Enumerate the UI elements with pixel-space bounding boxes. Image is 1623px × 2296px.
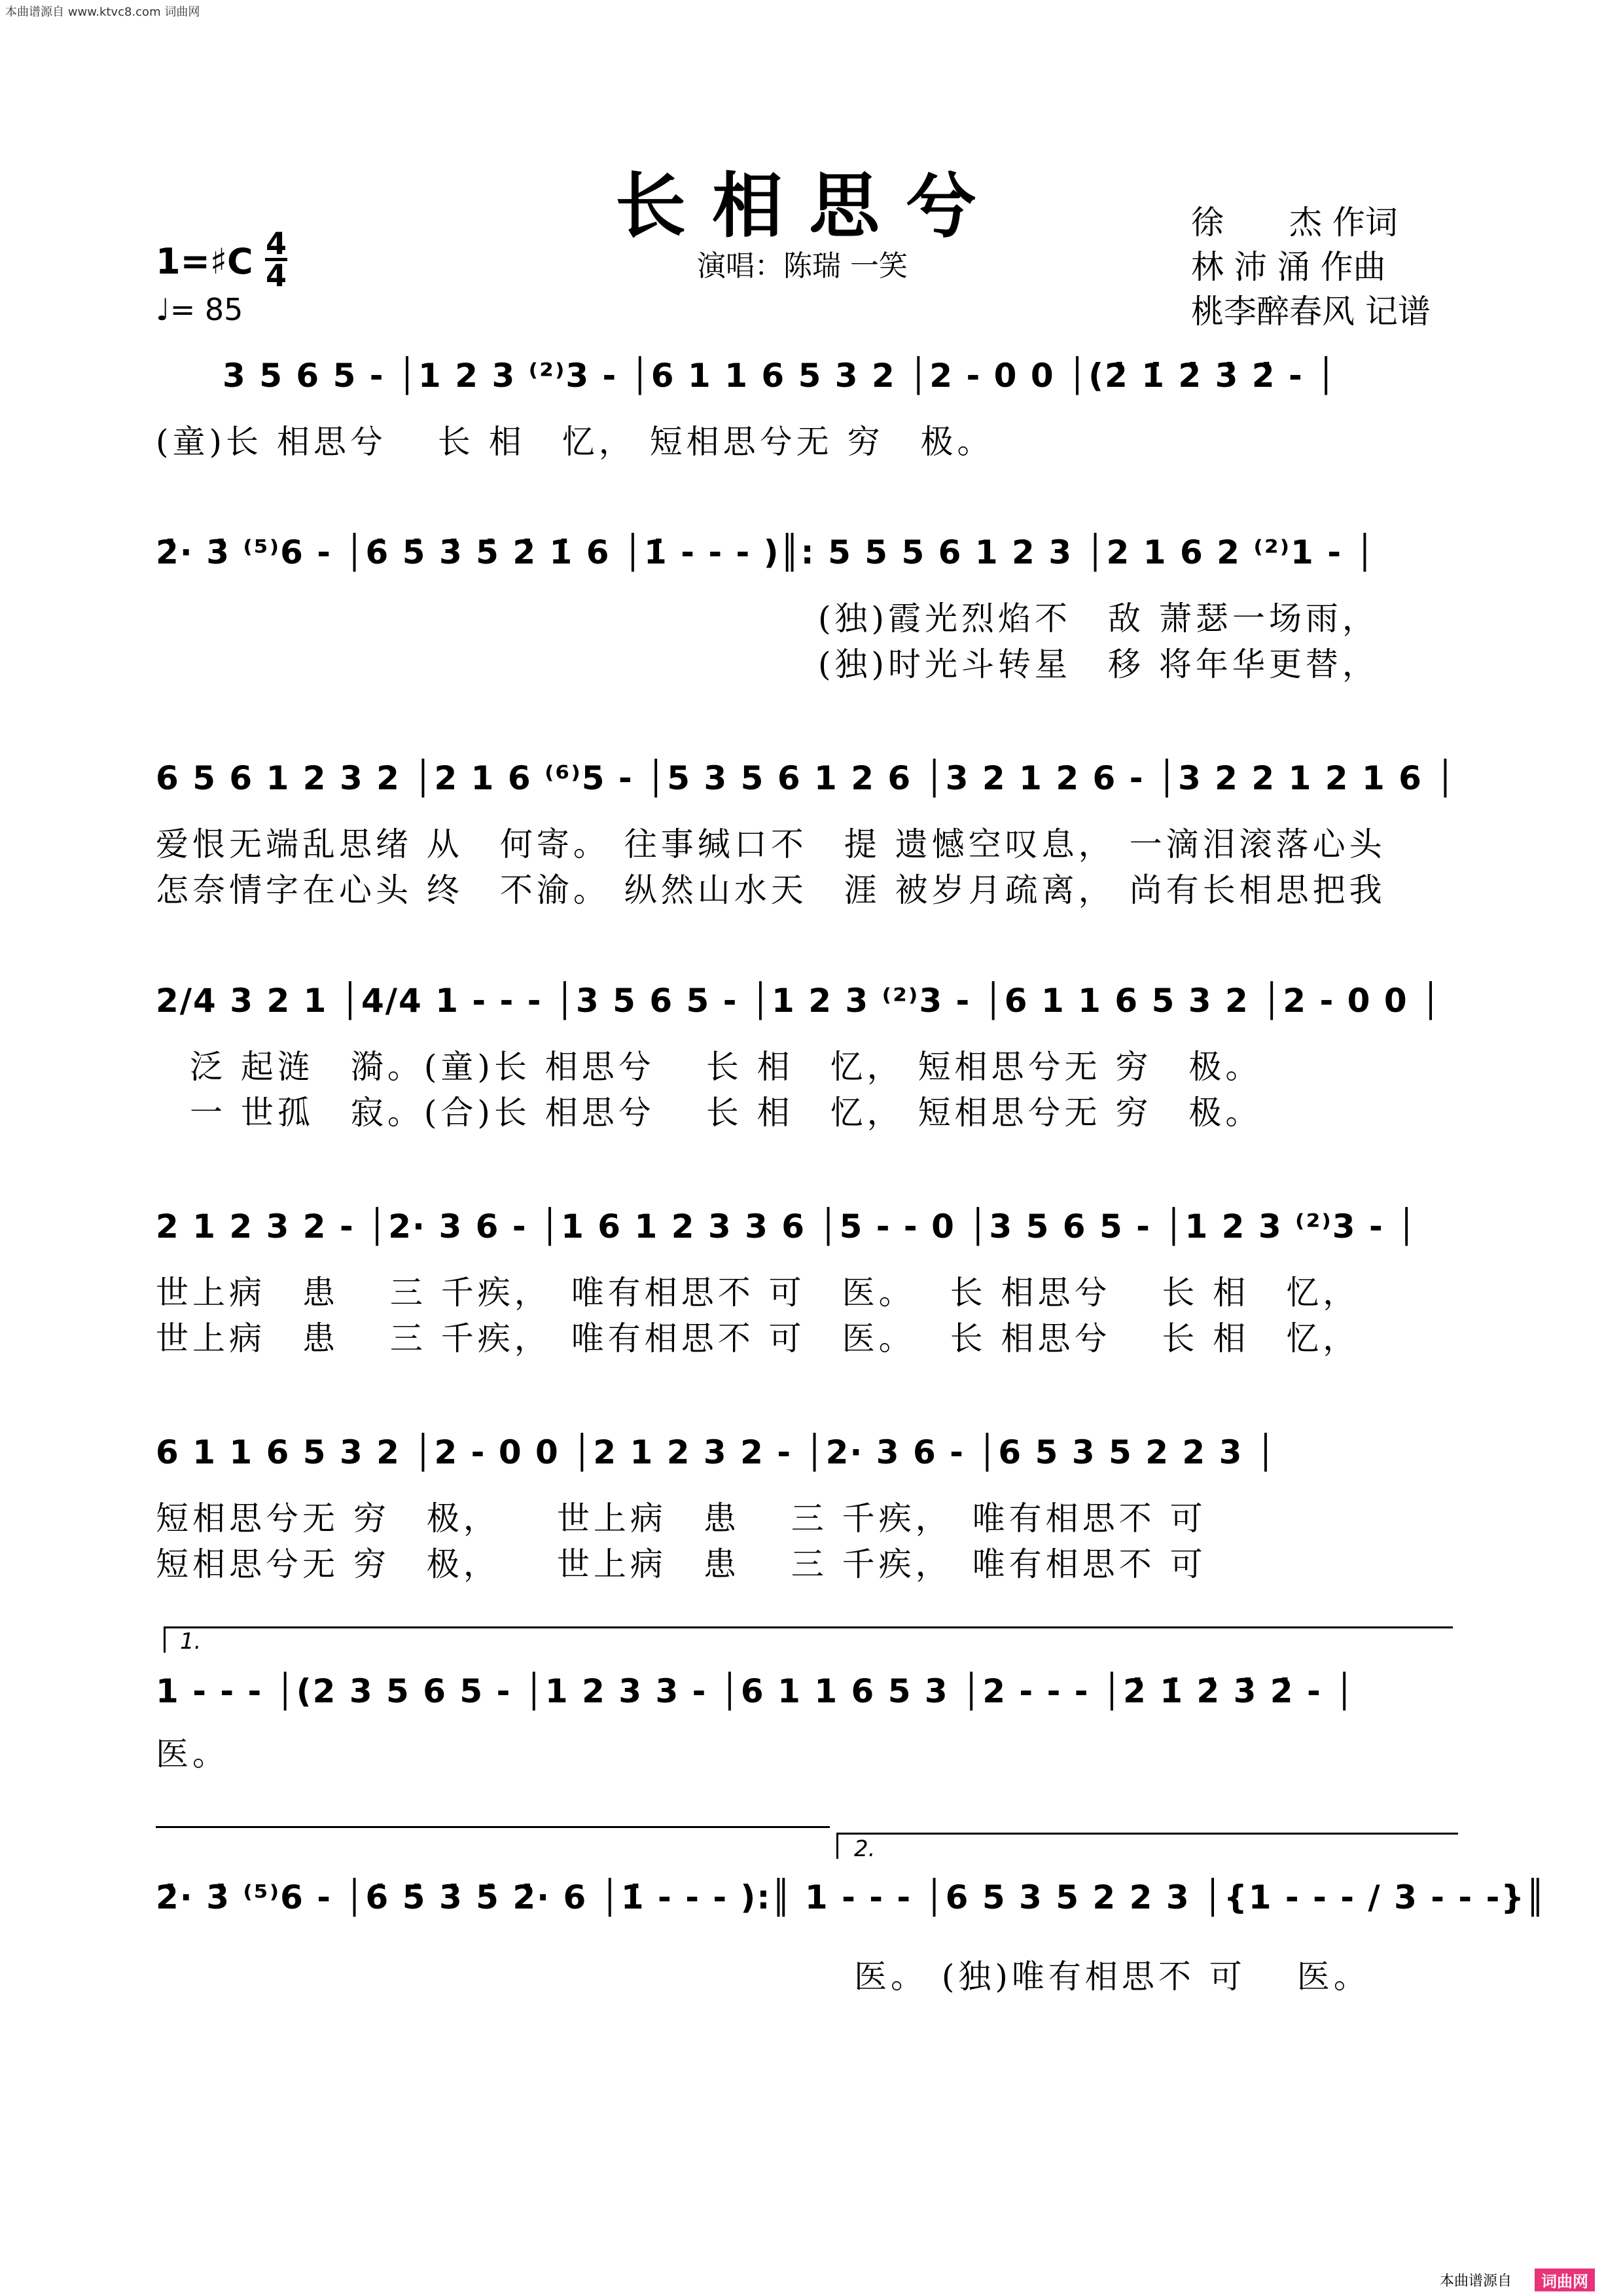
footer-source: 本曲谱源自	[1440, 2273, 1512, 2289]
tempo-marking: ♩= 85	[156, 292, 243, 327]
lyric-line-5b: 世上病 患 三 千疾， 唯有相思不 可 医。 长 相思兮 长 相 忆，	[156, 1319, 1360, 1357]
volta-2-label: 2.	[854, 1836, 876, 1862]
lyric-line-3a: 爱恨无端乱思绪 从 何寄。 往事缄口不 提 遗憾空叹息， 一滴泪滚落心头	[156, 825, 1386, 863]
time-sig-bottom: 4	[265, 258, 287, 293]
notation-line-5: 2 1 2 3 2 - │2· 3 6 - │1 6 1 2 3 3 6 │5 - - 0 │3 5 6 5 - │1 2 3 ⁽²⁾3 - │	[156, 1208, 1418, 1246]
notation-line-8: 2̇· 3̇ ⁽⁵⁾6 - │6̇ 5̇ 3̇ 5̇ 2̇· 6 │1̇ - - - ):║ 1 - - - │6 5 3 5 2 2 3 │{1 - - - / 3 - - -}║	[156, 1878, 1547, 1916]
singer-line: 演唱：陈瑞 一笑	[697, 249, 908, 283]
lyric-line-8a: 医。 (独)唯有相思不 可 医。	[854, 1958, 1370, 1996]
lyric-line-6a: 短相思兮无 穷 极， 世上病 患 三 千疾， 唯有相思不 可	[156, 1499, 1207, 1537]
notation-line-7: 1 - - - │(2 3 5 6 5 - │1 2 3 3 - │6 1 1 6 5 3 │2 - - - │2̇ 1̇ 2̇ 3̇ 2̇ - │	[156, 1672, 1356, 1710]
lyric-line-6b: 短相思兮无 穷 极， 世上病 患 三 千疾， 唯有相思不 可	[156, 1545, 1207, 1583]
lyric-line-3b: 怎奈情字在心头 终 不渝。 纵然山水天 涯 被岁月疏离， 尚有长相思把我	[156, 871, 1386, 909]
notation-line-3: 6 5 6 1 2 3 2 │2 1 6 ⁽⁶⁾5 - │5 3 5 6 1 2 6 │3 2 1 2 6 - │3 2 2 1 2 1 6 │	[156, 759, 1457, 797]
volta-2-bracket	[836, 1833, 1458, 1835]
lyric-line-1a: (童)长 相思兮 长 相 忆， 短相思兮无 穷 极。	[156, 423, 994, 461]
footer-brand: 词曲网	[1535, 2269, 1595, 2291]
notation-line-6: 6 1 1 6 5 3 2 │2 - 0 0 │2 1 2 3 2 - │2· 3 6 - │6 5 3 5 2 2 3 │	[156, 1433, 1277, 1471]
lyric-line-5a: 世上病 患 三 千疾， 唯有相思不 可 医。 长 相思兮 长 相 忆，	[156, 1274, 1360, 1312]
time-sig-top: 4	[265, 226, 287, 261]
site-header: 本曲谱源自 www.ktvc8.com 词曲网	[5, 5, 200, 19]
time-signature	[265, 226, 287, 293]
volta-1-tick	[164, 1626, 166, 1653]
notation-line-2: 2̇· 3̇ ⁽⁵⁾6 - │6̇ 5̇ 3̇ 5̇ 2̇ 1̇ 6 │1̇ - - - )║: 5 5 5 6 1 2 3 │2 1 6 2 ⁽²⁾1 - │	[156, 533, 1376, 571]
lyricist-credit: 徐 杰 作词	[1191, 204, 1398, 242]
lyric-line-4b: 一 世孤 寂。(合)长 相思兮 长 相 忆， 短相思兮无 穷 极。	[190, 1094, 1262, 1132]
transcriber-credit: 桃李醉春风 记谱	[1191, 293, 1431, 331]
volta-2-tick	[836, 1833, 838, 1859]
composer-credit: 林 沛 涌 作曲	[1191, 248, 1386, 286]
notation-line-4: 2/4 3 2 1 │4/4 1 - - - │3 5 6 5 - │1 2 3 ⁽²⁾3 - │6 1 1 6 5 3 2 │2 - 0 0 │	[156, 982, 1442, 1020]
system-8-divider	[156, 1826, 830, 1828]
lyric-line-7a: 医。	[156, 1735, 229, 1773]
lyric-line-2a: (独)霞光烈焰不 敌 萧瑟一场雨，	[818, 600, 1379, 637]
lyric-line-2b: (独)时光斗转星 移 将年华更替，	[818, 645, 1379, 683]
volta-1-bracket	[164, 1626, 1453, 1628]
lyric-line-4a: 泛 起涟 漪。(童)长 相思兮 长 相 忆， 短相思兮无 穷 极。	[190, 1048, 1262, 1086]
volta-1-label: 1.	[180, 1628, 202, 1655]
page-title: 长相思兮	[615, 165, 1003, 247]
notation-line-1: 3 5 6 5 - │1 2 3 ⁽²⁾3 - │6 1 1 6 5 3 2 │2 - 0 0 │(2̇ 1̇ 2̇ 3̇ 2̇ - │	[223, 357, 1338, 395]
key-signature: 1=♯C	[156, 241, 253, 282]
